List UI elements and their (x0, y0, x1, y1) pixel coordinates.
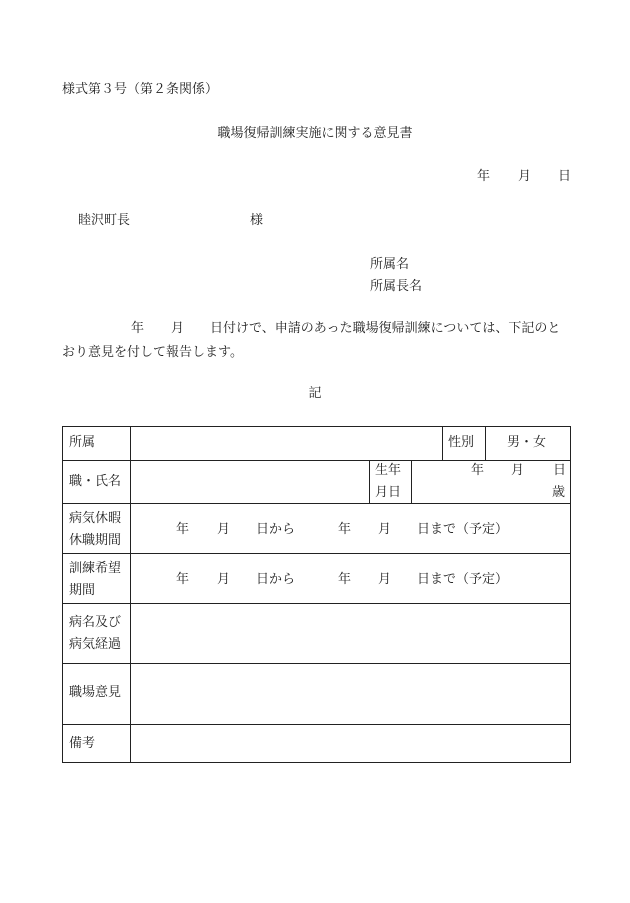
training-from-month: 月 (217, 572, 231, 587)
training-to-year: 年 (338, 572, 352, 587)
leave-to-day: 日まで（予定） (417, 522, 509, 537)
gender-options: 男・女 (507, 435, 547, 450)
body-year-label: 年 (131, 321, 145, 336)
table-rule (485, 426, 486, 460)
table-rule (62, 603, 571, 604)
affiliation-label: 所属 (69, 435, 96, 450)
gender-label: 性別 (448, 435, 475, 450)
date-month-label: 月 (518, 169, 532, 184)
table-rule (570, 426, 571, 763)
table-rule (62, 724, 571, 725)
disease-label-line1: 病名及び (69, 615, 122, 630)
workplace-opinion-label: 職場意見 (69, 685, 122, 700)
birth-day-label: 日 (553, 463, 567, 478)
training-to-day: 日まで（予定） (417, 572, 509, 587)
sick-leave-label (69, 508, 131, 552)
table-rule (62, 426, 571, 427)
remarks-label: 備考 (69, 736, 96, 751)
table-rule (62, 553, 571, 554)
age-label: 歳 (552, 485, 566, 500)
job-name-label: 職・氏名 (69, 474, 122, 489)
leave-to-year: 年 (338, 522, 352, 537)
table-rule (62, 426, 63, 763)
sick-leave-label-line2: 休職期間 (69, 533, 122, 548)
body-text-line1: 日付けで、申請のあった職場復帰訓練については、下記のと (210, 321, 561, 336)
training-label-line1: 訓練希望 (69, 561, 122, 576)
disease-label-line2: 病気経過 (69, 637, 122, 652)
table-rule (442, 426, 443, 460)
birth-month-label: 月 (511, 463, 525, 478)
date-day-label: 日 (558, 169, 572, 184)
table-rule (62, 762, 571, 763)
body-month-label: 月 (171, 321, 185, 336)
sender-affiliation-label: 所属名 (370, 257, 410, 272)
training-to-month: 月 (378, 572, 392, 587)
birth-year-label: 年 (471, 463, 485, 478)
leave-from-year: 年 (176, 522, 190, 537)
training-from-day: 日から (256, 572, 296, 587)
addressee-honorific: 様 (250, 213, 264, 228)
document-title: 職場復帰訓練実施に関する意見書 (217, 126, 413, 141)
addressee-name: 睦沢町長 (78, 213, 131, 228)
disease-course-label (69, 612, 131, 656)
training-label-line2: 期間 (69, 583, 96, 598)
sender-head-label: 所属長名 (370, 279, 423, 294)
leave-to-month: 月 (378, 522, 392, 537)
ki-heading: 記 (308, 386, 322, 401)
table-rule (62, 663, 571, 664)
table-rule (369, 460, 370, 503)
training-period-label (69, 558, 131, 602)
birth-label-bottom: 月日 (375, 485, 402, 500)
sick-leave-label-line1: 病気休暇 (69, 511, 122, 526)
table-rule (62, 503, 571, 504)
birth-label-top: 生年 (375, 463, 402, 478)
leave-from-month: 月 (217, 522, 231, 537)
date-year-label: 年 (477, 169, 491, 184)
table-rule (411, 460, 412, 503)
leave-from-day: 日から (256, 522, 296, 537)
body-text-line2: おり意見を付して報告します。 (62, 345, 243, 360)
form-number: 様式第３号（第２条関係） (62, 82, 219, 97)
table-rule (62, 460, 571, 461)
training-from-year: 年 (176, 572, 190, 587)
